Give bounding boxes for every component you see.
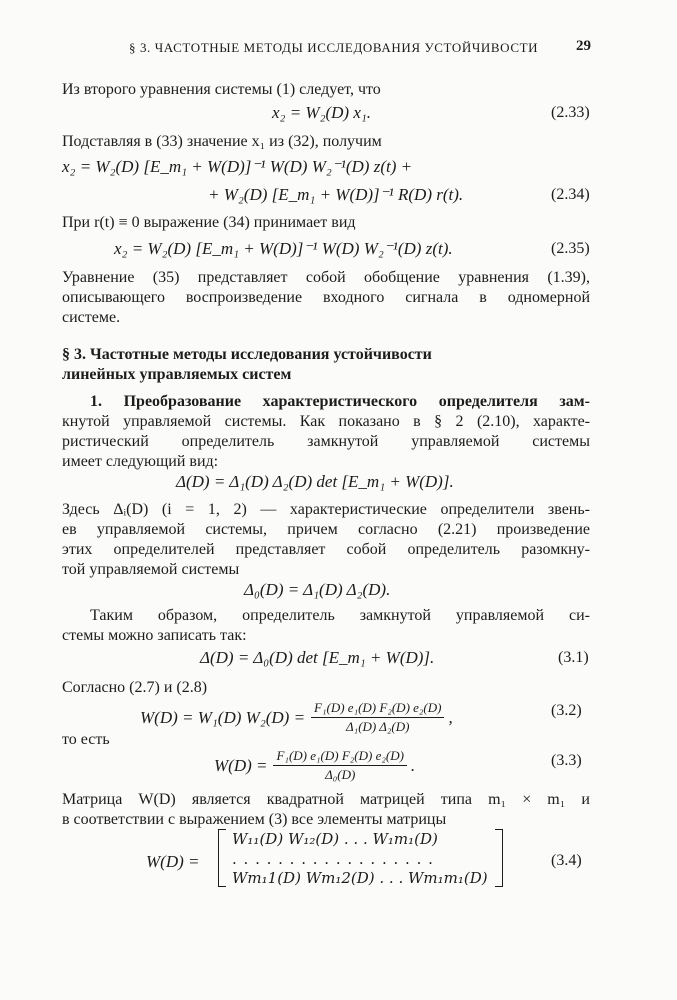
equation-3-4-lhs: W(D) =: [146, 852, 200, 871]
subsection-heading: 1. Преобразование характеристического определителя зам-: [90, 393, 590, 410]
text-line: Таким образом, определитель замкнутой управляемой си-: [90, 607, 590, 624]
fraction: [273, 748, 406, 783]
equation-2-34-line1: x₂ = W₂(D) [E_m₁ + W(D)]⁻¹ W(D) W₂⁻¹(D) z(t) +: [62, 157, 413, 176]
text-line: в соответствии с выражением (3) все элементы матрицы: [62, 811, 447, 828]
equation-lhs: W(D) =: [214, 755, 268, 775]
matrix-row: W₁₁(D) W₁₂(D) . . . W₁m₁(D): [232, 830, 438, 848]
paragraph: Подставляя в (33) значение x₁ из (32), получим: [62, 133, 382, 150]
equation-2-33: x₂ = W₂(D) x₁.: [272, 103, 372, 122]
matrix-row: . . . . . . . . . . . . . . . . . .: [232, 850, 434, 868]
matrix-right-bracket: [495, 829, 503, 887]
text-line: этих определителей представляет собой определитель разомкну-: [62, 541, 590, 558]
text-line: то есть: [62, 731, 110, 748]
text-line: ев управляемой системы, причем согласно (2.21) произведение: [62, 521, 590, 538]
equation-number: (3.1): [558, 649, 589, 666]
fraction-numerator: F₁(D) e₁(D) F₂(D) e₂(D): [273, 748, 406, 766]
equation-2-34-line2: + W₂(D) [E_m₁ + W(D)]⁻¹ R(D) r(t).: [208, 185, 464, 204]
section-title: § 3. Частотные методы исследования устойчивости: [62, 346, 432, 363]
equation-3-2: W(D) = W₁(D) W₂(D) = $\frac{\text{F₁(D) e₁(D) F₂(D) e₂(D)}}{\text{Δ₁(D) Δ₂(D)}}$ ,: [140, 700, 453, 734]
text-line: Уравнение (35) представляет собой обобщение уравнения (1.39),: [62, 269, 590, 286]
equation-delta0: Δ₀(D) = Δ₁(D) Δ₂(D).: [244, 580, 391, 599]
paragraph: При r(t) ≡ 0 выражение (34) принимает вид: [62, 214, 356, 231]
text-line: стемы можно записать так:: [62, 627, 247, 644]
equation-delta: Δ(D) = Δ₁(D) Δ₂(D) det [E_m₁ + W(D)].: [176, 472, 454, 491]
text-line: описывающего воспроизведение входного сигнала в одномерной: [62, 289, 590, 306]
text-line: той управляемой системы: [62, 561, 240, 578]
equation-3-1: Δ(D) = Δ₀(D) det [E_m₁ + W(D)].: [200, 648, 435, 667]
matrix-left-bracket: [218, 829, 226, 887]
fraction: [311, 700, 444, 735]
text-line: системе.: [62, 309, 121, 326]
equation-number: (3.3): [551, 752, 582, 769]
text-line: Матрица W(D) является квадратной матрицей типа m₁ × m₁ и: [62, 791, 590, 808]
running-header: § 3. ЧАСТОТНЫЕ МЕТОДЫ ИССЛЕДОВАНИЯ УСТОЙЧИВОСТИ: [129, 40, 539, 55]
equation-number: (3.2): [551, 702, 582, 719]
text-line: Здесь Δᵢ(D) (i = 1, 2) — характеристические определители звень-: [62, 501, 590, 518]
equation-number: (3.4): [551, 852, 582, 869]
equation-2-35: x₂ = W₂(D) [E_m₁ + W(D)]⁻¹ W(D) W₂⁻¹(D) z(t).: [114, 239, 453, 258]
fraction-numerator: F₁(D) e₁(D) F₂(D) e₂(D): [311, 700, 444, 718]
equation-number: (2.35): [551, 240, 590, 257]
equation-lhs: W(D) = W₁(D) W₂(D) =: [140, 707, 306, 727]
text-line: имеет следующий вид:: [62, 453, 219, 470]
text-line: Согласно (2.7) и (2.8): [62, 679, 208, 696]
page-number: 29: [576, 38, 591, 54]
text-line: кнутой управляемой системы. Как показано в § 2 (2.10), характе-: [62, 413, 590, 430]
matrix-row: Wm₁1(D) Wm₁2(D) . . . Wm₁m₁(D): [232, 869, 488, 887]
section-title: линейных управляемых систем: [62, 366, 292, 383]
fraction-denominator: Δ₀(D): [325, 767, 356, 782]
paragraph: Из второго уравнения системы (1) следует, что: [62, 81, 381, 98]
equation-3-3: W(D) = $\frac{\text{F₁(D) e₁(D) F₂(D) e₂(D)}}{\text{Δ₀(D)}}$ .: [214, 748, 416, 782]
text-line: ристический определитель замкнутой управляемой системы: [62, 433, 590, 450]
fraction-denominator: Δ₁(D) Δ₂(D): [346, 719, 410, 734]
equation-number: (2.34): [551, 186, 590, 203]
equation-number: (2.33): [551, 104, 590, 121]
